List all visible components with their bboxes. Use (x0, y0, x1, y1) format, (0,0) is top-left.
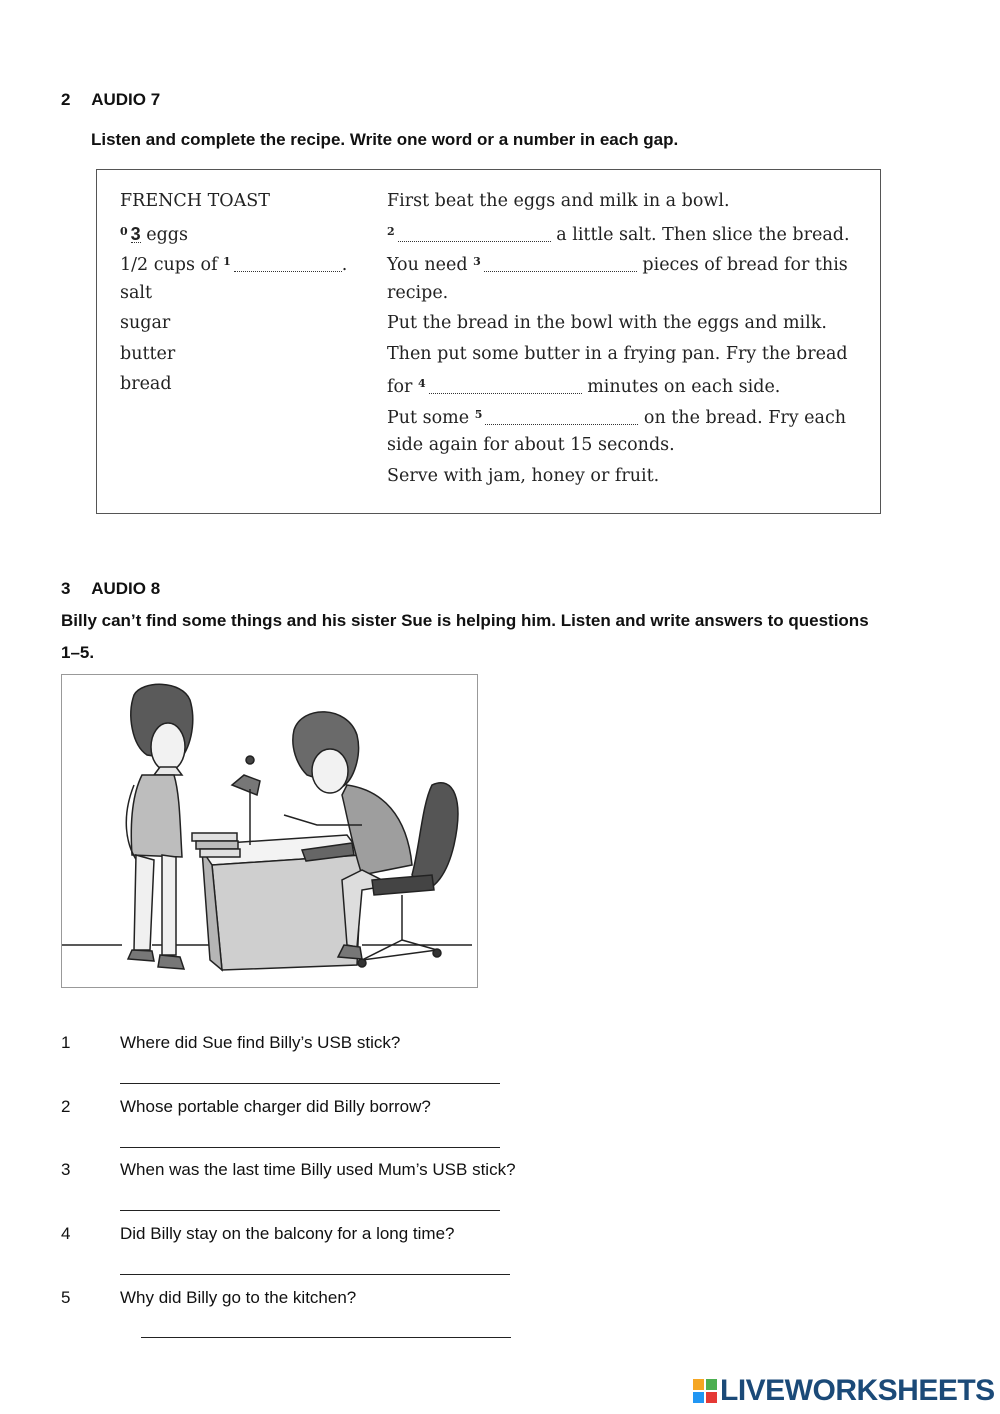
section-2-instruction: Listen and complete the recipe. Write one word or a number in each gap. (91, 130, 679, 149)
illustration-drawing (62, 675, 477, 987)
question-number: 4 (61, 1224, 71, 1243)
gap-1-marker: 1 (223, 255, 231, 268)
question-number: 3 (61, 1160, 71, 1179)
method-text: pieces of bread for this (642, 255, 848, 275)
gap-5-input[interactable] (485, 410, 638, 425)
sue-figure (126, 684, 192, 969)
answer-line-2[interactable] (120, 1147, 500, 1148)
ingredient-item: bread (120, 374, 172, 394)
desk (192, 833, 362, 970)
ingredient-eggs-label: eggs (146, 224, 188, 245)
logo-icon (693, 1379, 717, 1403)
recipe-box (96, 169, 881, 514)
method-line (387, 369, 867, 400)
method-text: on the bread. Fry each (643, 407, 847, 428)
method-line (387, 400, 867, 431)
question-number: 1 (61, 1033, 71, 1052)
gap-3-marker: 3 (473, 255, 481, 268)
section-3-heading (61, 579, 160, 599)
section-title: AUDIO 7 (91, 90, 161, 109)
ingredient-item: sugar (120, 313, 171, 333)
gap-3-input[interactable] (484, 257, 637, 272)
question-number: 5 (61, 1288, 71, 1307)
ingredient-item: salt (120, 282, 153, 303)
liveworksheets-logo (693, 1374, 995, 1408)
method-line: Put the bread in the bowl with the eggs and milk. (387, 313, 827, 333)
ingredient-eggs (120, 217, 370, 248)
gap-4-input[interactable] (429, 379, 582, 394)
method-text: for (387, 377, 413, 397)
method-text: Put some (387, 407, 470, 428)
question-text: Whose portable charger did Billy borrow? (120, 1097, 431, 1116)
method-line (387, 217, 867, 248)
question-text: Why did Billy go to the kitchen? (120, 1288, 357, 1307)
question-number: 2 (61, 1097, 71, 1116)
gap-1-input[interactable] (234, 257, 342, 272)
ingredient-item: butter (120, 343, 176, 364)
section-2-heading (61, 90, 160, 110)
method-column (387, 186, 867, 491)
cups-text: 1/2 cups of (120, 255, 218, 275)
gap-2-input[interactable] (398, 227, 551, 242)
method-line: Serve with jam, honey or fruit. (387, 465, 660, 486)
ingredient-cups: 1/2 cups of $^1$ . (120, 255, 348, 275)
question-text: When was the last time Billy used Mum’s USB stick? (120, 1160, 516, 1179)
gap-2-marker: 2 (387, 224, 395, 238)
question-text: Where did Sue find Billy’s USB stick? (120, 1033, 401, 1052)
section-number: 3 (61, 579, 71, 598)
section-title: AUDIO 8 (91, 579, 161, 598)
method-line: First beat the eggs and milk in a bowl. (387, 191, 730, 211)
logo-text: LIVEWORKSHEETS (720, 1374, 995, 1407)
method-text: a little salt. Then slice the bread. (556, 224, 850, 245)
method-line: side again for about 15 seconds. (387, 435, 675, 455)
answer-line-5[interactable] (141, 1337, 511, 1338)
section-number: 2 (61, 90, 71, 109)
section-3-instruction-line2: 1–5. (61, 643, 95, 662)
method-text: minutes on each side. (587, 377, 781, 397)
answer-line-3[interactable] (120, 1210, 500, 1211)
recipe-title: FRENCH TOAST (120, 191, 270, 211)
desk-lamp (232, 756, 260, 845)
gap-4-marker: 4 (417, 377, 426, 390)
gap-5-marker: 5 (474, 407, 483, 421)
method-text: You need (387, 255, 468, 275)
illustration-billy-and-sue (61, 674, 478, 988)
ingredients-column (120, 186, 370, 400)
answer-line-4[interactable] (120, 1274, 510, 1275)
method-line: Then put some butter in a frying pan. Fry the bread (387, 343, 848, 364)
gap-0-marker: 0 (120, 224, 128, 238)
answer-line-1[interactable] (120, 1083, 500, 1084)
section-3-instruction-line1: Billy can’t find some things and his sister Sue is helping him. Listen and write answers to questions (61, 611, 869, 630)
method-line: recipe. (387, 282, 449, 303)
example-answer: 3 (130, 223, 141, 244)
question-text: Did Billy stay on the balcony for a long time? (120, 1224, 455, 1243)
method-line (387, 247, 867, 278)
